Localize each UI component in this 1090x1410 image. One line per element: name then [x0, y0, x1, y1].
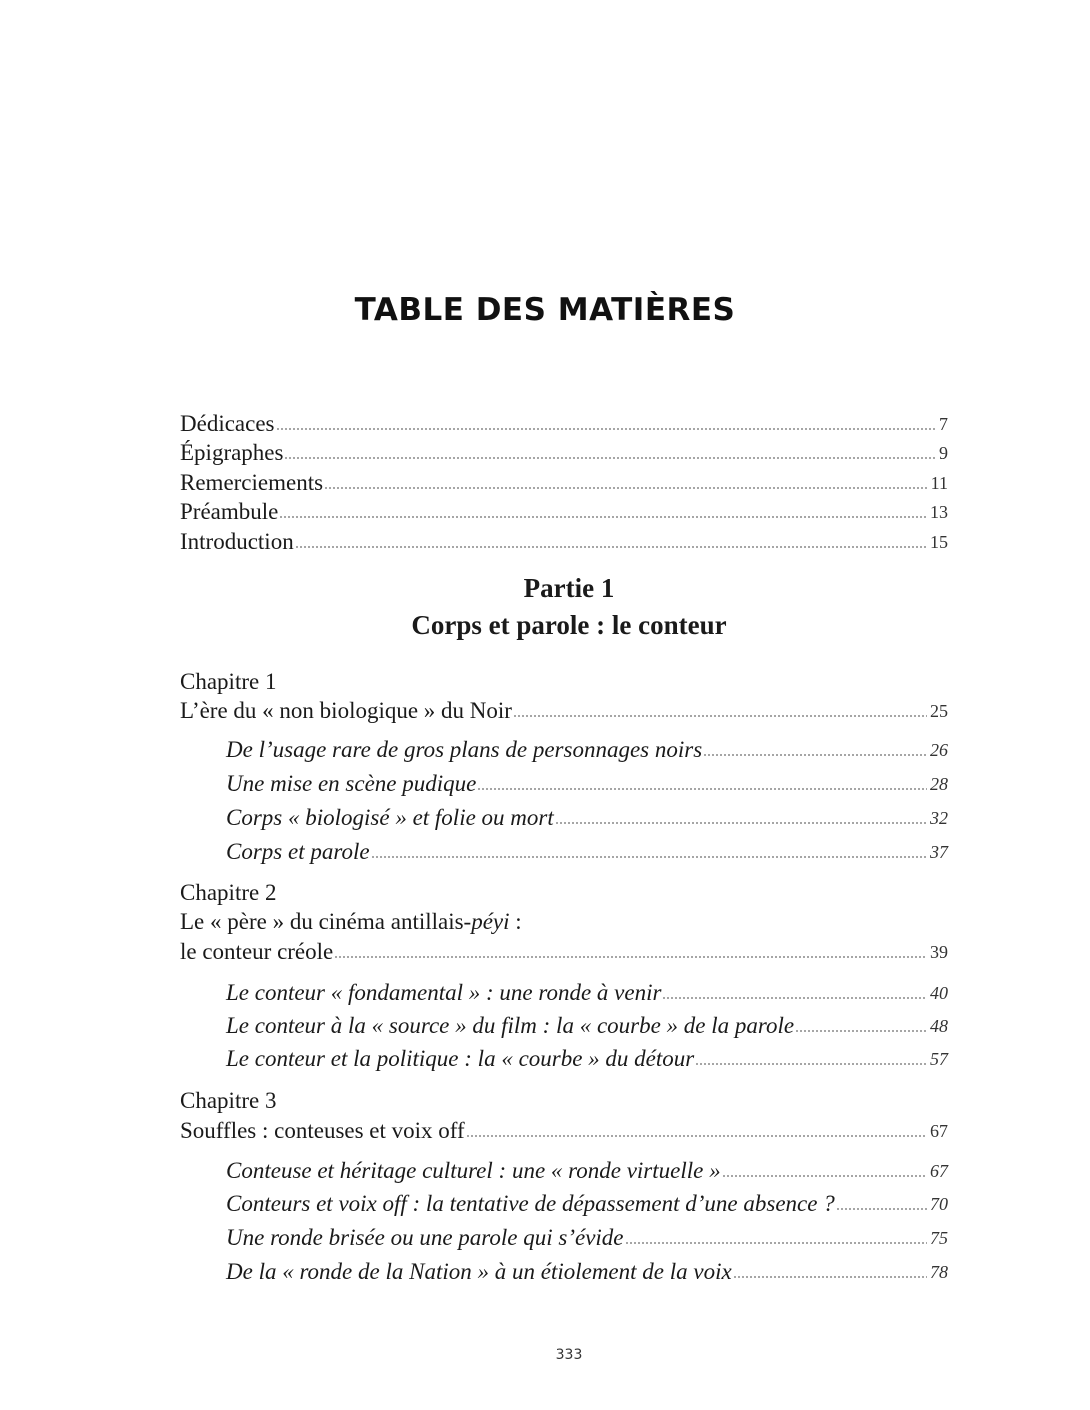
chapter-label: Chapitre 1 — [180, 669, 277, 694]
dot-leader — [722, 1173, 927, 1179]
dot-leader — [662, 995, 927, 1001]
dot-leader — [324, 485, 928, 491]
dot-leader — [703, 752, 927, 758]
entry-page: 70 — [930, 1194, 948, 1214]
section-entry — [226, 1223, 948, 1253]
toc-entry — [180, 527, 948, 557]
entry-page: 13 — [930, 502, 948, 522]
section-title: Le conteur « fondamental » : une ronde à venir — [226, 980, 662, 1005]
section-entry — [226, 735, 948, 765]
part-number: Partie 1 — [523, 573, 615, 603]
section-title: Le conteur et la politique : la « courbe » du détour — [226, 1046, 695, 1071]
dot-leader — [555, 820, 927, 826]
entry-page: 25 — [930, 701, 948, 721]
dot-leader — [795, 1028, 927, 1034]
entry-label: Remerciements — [180, 470, 324, 495]
page-title: TABLE DES MATIÈRES — [354, 292, 736, 328]
section-entry — [226, 1011, 948, 1041]
entry-page: 37 — [930, 842, 948, 862]
entry-page: 40 — [930, 983, 948, 1003]
dot-leader — [466, 1133, 927, 1139]
dot-leader — [334, 954, 927, 960]
section-entry — [226, 978, 948, 1008]
section-entry — [226, 1044, 948, 1074]
section-title: Conteurs et voix off : la tentative de dépassement d’une absence ? — [226, 1191, 835, 1216]
entry-label: Dédicaces — [180, 411, 275, 436]
title-text: : — [509, 909, 522, 934]
entry-page: 7 — [939, 414, 948, 434]
chapter-entry — [180, 696, 948, 726]
entry-page: 28 — [930, 774, 948, 794]
dot-leader — [836, 1206, 927, 1212]
title-italic: péyi — [471, 909, 510, 934]
dot-leader — [513, 713, 927, 719]
entry-page: 78 — [930, 1262, 948, 1282]
dot-leader — [371, 854, 927, 860]
chapter-label: Chapitre 2 — [180, 880, 277, 905]
entry-page: 11 — [930, 473, 948, 493]
page-number: 333 — [555, 1347, 583, 1363]
section-title: Une mise en scène pudique — [226, 771, 477, 796]
section-entry — [226, 837, 948, 867]
section-entry — [226, 1156, 948, 1186]
chapter-entry — [180, 1116, 948, 1146]
chapter-entry — [180, 937, 948, 967]
part-title: Corps et parole : le conteur — [411, 610, 727, 640]
chapter-title: L’ère du « non biologique » du Noir — [180, 698, 512, 723]
entry-page: 75 — [930, 1228, 948, 1248]
section-title: Conteuse et héritage culturel : une « ronde virtuelle » — [226, 1158, 721, 1183]
entry-page: 32 — [930, 808, 948, 828]
title-text: Le « père » du cinéma antillais- — [180, 909, 472, 934]
entry-page: 15 — [930, 532, 948, 552]
toc-entry — [180, 497, 948, 527]
dot-leader — [284, 455, 936, 461]
chapter-label: Chapitre 3 — [180, 1088, 277, 1113]
section-title: Une ronde brisée ou une parole qui s’évide — [226, 1225, 624, 1250]
toc-entry — [180, 468, 948, 498]
entry-label: Préambule — [180, 499, 279, 524]
dot-leader — [477, 786, 927, 792]
chapter-title: le conteur créole — [180, 939, 334, 964]
entry-page: 67 — [930, 1161, 948, 1181]
dot-leader — [279, 514, 927, 520]
section-title: Le conteur à la « source » du film : la « courbe » de la parole — [226, 1013, 795, 1038]
section-entry — [226, 803, 948, 833]
section-entry — [226, 769, 948, 799]
section-title: De la « ronde de la Nation » à un étiolement de la voix — [226, 1259, 732, 1284]
entry-page: 9 — [939, 443, 948, 463]
entry-page: 26 — [930, 740, 948, 760]
section-title: Corps et parole — [226, 839, 370, 864]
toc-entry — [180, 409, 948, 439]
toc-entry — [180, 438, 948, 468]
entry-page: 39 — [930, 942, 948, 962]
entry-label: Introduction — [180, 529, 294, 554]
chapter-title: Souffles : conteuses et voix off — [180, 1118, 465, 1143]
chapter-title-line1 — [180, 907, 522, 937]
entry-label: Épigraphes — [180, 440, 284, 465]
dot-leader — [625, 1240, 927, 1246]
entry-page: 67 — [930, 1121, 948, 1141]
section-title: De l’usage rare de gros plans de personnages noirs — [226, 737, 703, 762]
dot-leader — [695, 1061, 927, 1067]
section-title: Corps « biologisé » et folie ou mort — [226, 805, 554, 830]
dot-leader — [733, 1274, 927, 1280]
entry-page: 57 — [930, 1049, 948, 1069]
dot-leader — [276, 426, 937, 432]
section-entry — [226, 1257, 948, 1287]
section-entry — [226, 1189, 948, 1219]
entry-page: 48 — [930, 1016, 948, 1036]
dot-leader — [295, 544, 927, 550]
